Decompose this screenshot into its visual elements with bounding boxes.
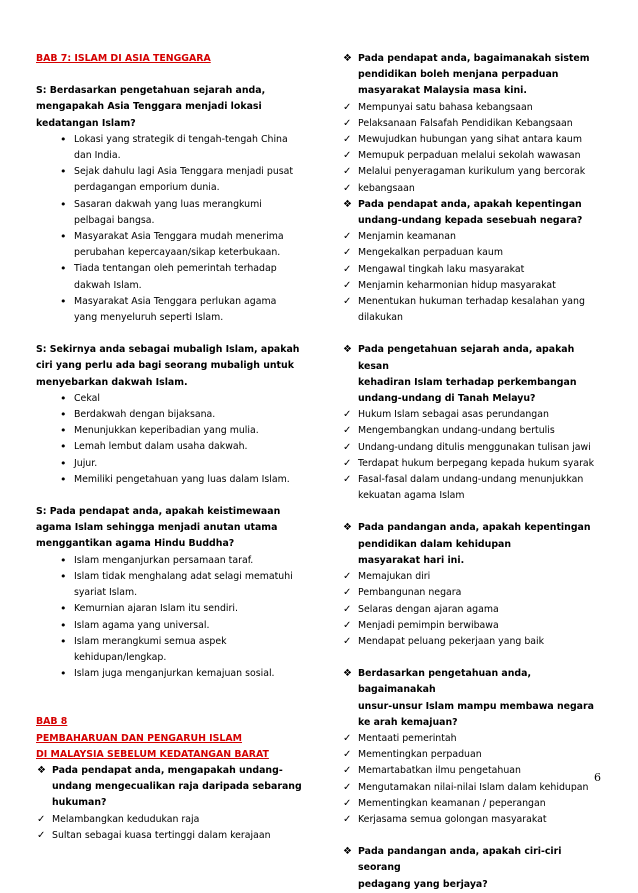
list-item: ✓ Mendapat peluang pekerjaan yang baik [342, 634, 604, 650]
list-item: ✓ Mementingkan perpaduan [342, 747, 604, 763]
list-item: • Lokasi yang strategik di tengah-tengah China dan India. [36, 132, 308, 164]
list-item: ✓ Mewujudkan hubungan yang sihat antara kaum [342, 132, 604, 148]
list-item: ✓ Mentaati pemerintah [342, 731, 604, 747]
list-item: ✓ Mengekalkan perpaduan kaum [342, 245, 604, 261]
list-item: • Cekal [36, 391, 308, 407]
list-item: ✓ Kerjasama semua golongan masyarakat [342, 812, 604, 828]
question-5: ❖ Pada pendapat anda, bagaimanakah sistem pendidikan boleh menjana perpaduan masyarakat Malaysia masa kini. [342, 51, 604, 100]
question-9: ❖ Berdasarkan pengetahuan anda, bagaimanakah unsur-unsur Islam mampu membawa negara ke arah kemajuan? [342, 666, 604, 731]
list-item: ✓ Memartabatkan ilmu pengetahuan [342, 763, 604, 779]
list-item: ✓ Memupuk perpaduan melalui sekolah wawasan [342, 148, 604, 164]
list-item: ✓ Pembangunan negara [342, 585, 604, 601]
answer-list-1 [36, 132, 308, 326]
question-6: ❖ Pada pendapat anda, apakah kepentingan undang-undang kepada sesebuah negara? [342, 197, 604, 229]
list-item: • Islam juga menganjurkan kemajuan sosial. [36, 666, 308, 682]
list-item: ✓ Terdapat hukum berpegang kepada hukum syarak [342, 456, 604, 472]
list-item: ✓ Hukum Islam sebagai asas perundangan [342, 407, 604, 423]
list-item: ✓ Mengutamakan nilai-nilai Islam dalam kehidupan [342, 780, 604, 796]
list-item: ✓ Mengawal tingkah laku masyarakat [342, 262, 604, 278]
list-item: • Memiliki pengetahuan yang luas dalam Islam. [36, 472, 308, 488]
list-item: ✓ Pelaksanaan Falsafah Pendidikan Kebangsaan [342, 116, 604, 132]
question-7: ❖ Pada pengetahuan sejarah anda, apakah kesan kehadiran Islam terhadap perkembangan undang-undang di Tanah Melayu? [342, 342, 604, 407]
list-item: • Kemurnian ajaran Islam itu sendiri. [36, 601, 308, 617]
list-item: ✓ Melalui penyeragaman kurikulum yang bercorak [342, 164, 604, 180]
list-item: • Masyarakat Asia Tenggara mudah menerima perubahan kepercayaan/sikap keterbukaan. [36, 229, 308, 261]
list-item: • Sasaran dakwah yang luas merangkumi pelbagai bangsa. [36, 197, 308, 229]
answer-list-2 [36, 391, 308, 488]
list-item: ✓ Mementingkan keamanan / peperangan [342, 796, 604, 812]
list-item: ✓ Fasal-fasal dalam undang-undang menunjukkan kekuatan agama Islam [342, 472, 604, 504]
list-item: • Tiada tentangan oleh pemerintah terhadap dakwah Islam. [36, 261, 308, 293]
answer-list-8 [342, 569, 604, 650]
left-column [36, 51, 308, 844]
list-item: • Islam agama yang universal. [36, 618, 308, 634]
answer-list-3 [36, 553, 308, 683]
list-item-continuation: dilakukan [358, 312, 403, 324]
list-item: ✓ Mengembangkan undang-undang bertulis [342, 423, 604, 439]
list-item: ✓ Mempunyai satu bahasa kebangsaan [342, 100, 604, 116]
chapter-8-heading: BAB 8 PEMBAHARUAN DAN PENGARUH ISLAM DI MALAYSIA SEBELUM KEDATANGAN BARAT [36, 716, 269, 760]
list-item: ✓ Menjadi pemimpin berwibawa [342, 618, 604, 634]
list-item: ✓ Undang-undang ditulis menggunakan tulisan jawi [342, 440, 604, 456]
list-item: • Islam menganjurkan persamaan taraf. [36, 553, 308, 569]
list-item: ✓ Selaras dengan ajaran agama [342, 602, 604, 618]
chapter-7-title: BAB 7: ISLAM DI ASIA TENGGARA [36, 53, 211, 64]
list-item: ✓ Menentukan hukuman terhadap kesalahan yang [342, 294, 604, 310]
answer-list-7 [342, 407, 604, 504]
list-item: • Jujur. [36, 456, 308, 472]
answer-list-9 [342, 731, 604, 828]
right-column [342, 51, 604, 893]
answer-list-5 [342, 100, 604, 197]
list-item: ✓ Melambangkan kedudukan raja [36, 812, 308, 828]
page-number: 6 [594, 771, 601, 784]
list-item: ✓ Memajukan diri [342, 569, 604, 585]
question-3: S: Pada pendapat anda, apakah keistimewaan agama Islam sehingga menjadi anutan utama menggantikan agama Hindu Buddha? [36, 506, 281, 550]
list-item: ✓ kebangsaan [342, 181, 604, 197]
list-item: • Islam merangkumi semua aspek kehidupan/lengkap. [36, 634, 308, 666]
list-item: ✓ Menjamin keharmonian hidup masyarakat [342, 278, 604, 294]
list-item: • Islam tidak menghalang adat selagi mematuhi syariat Islam. [36, 569, 308, 601]
list-item: • Sejak dahulu lagi Asia Tenggara menjadi pusat perdagangan emporium dunia. [36, 164, 308, 196]
list-item: ✓ Sultan sebagai kuasa tertinggi dalam kerajaan [36, 828, 308, 844]
answer-list-6 [342, 229, 604, 310]
list-item: • Lemah lembut dalam usaha dakwah. [36, 439, 308, 455]
question-2: S: Sekirnya anda sebagai mubaligh Islam, apakah ciri yang perlu ada bagi seorang mubaligh untuk menyebarkan dakwah Islam. [36, 344, 300, 388]
question-10: ❖ Pada pandangan anda, apakah ciri-ciri seorang pedagang yang berjaya? [342, 844, 604, 893]
list-item: • Menunjukkan keperibadian yang mulia. [36, 423, 308, 439]
list-item: • Masyarakat Asia Tenggara perlukan agama yang menyeluruh seperti Islam. [36, 294, 308, 326]
question-1: S: Berdasarkan pengetahuan sejarah anda, mengapakah Asia Tenggara menjadi lokasi kedatangan Islam? [36, 85, 266, 129]
list-item: • Berdakwah dengan bijaksana. [36, 407, 308, 423]
question-4: ❖ Pada pendapat anda, mengapakah undang- undang mengecualikan raja daripada sebarang hukuman? [36, 763, 308, 812]
answer-list-4 [36, 812, 308, 844]
list-item: ✓ Menjamin keamanan [342, 229, 604, 245]
question-8: ❖ Pada pandangan anda, apakah kepentingan pendidikan dalam kehidupan masyarakat hari ini. [342, 520, 604, 569]
